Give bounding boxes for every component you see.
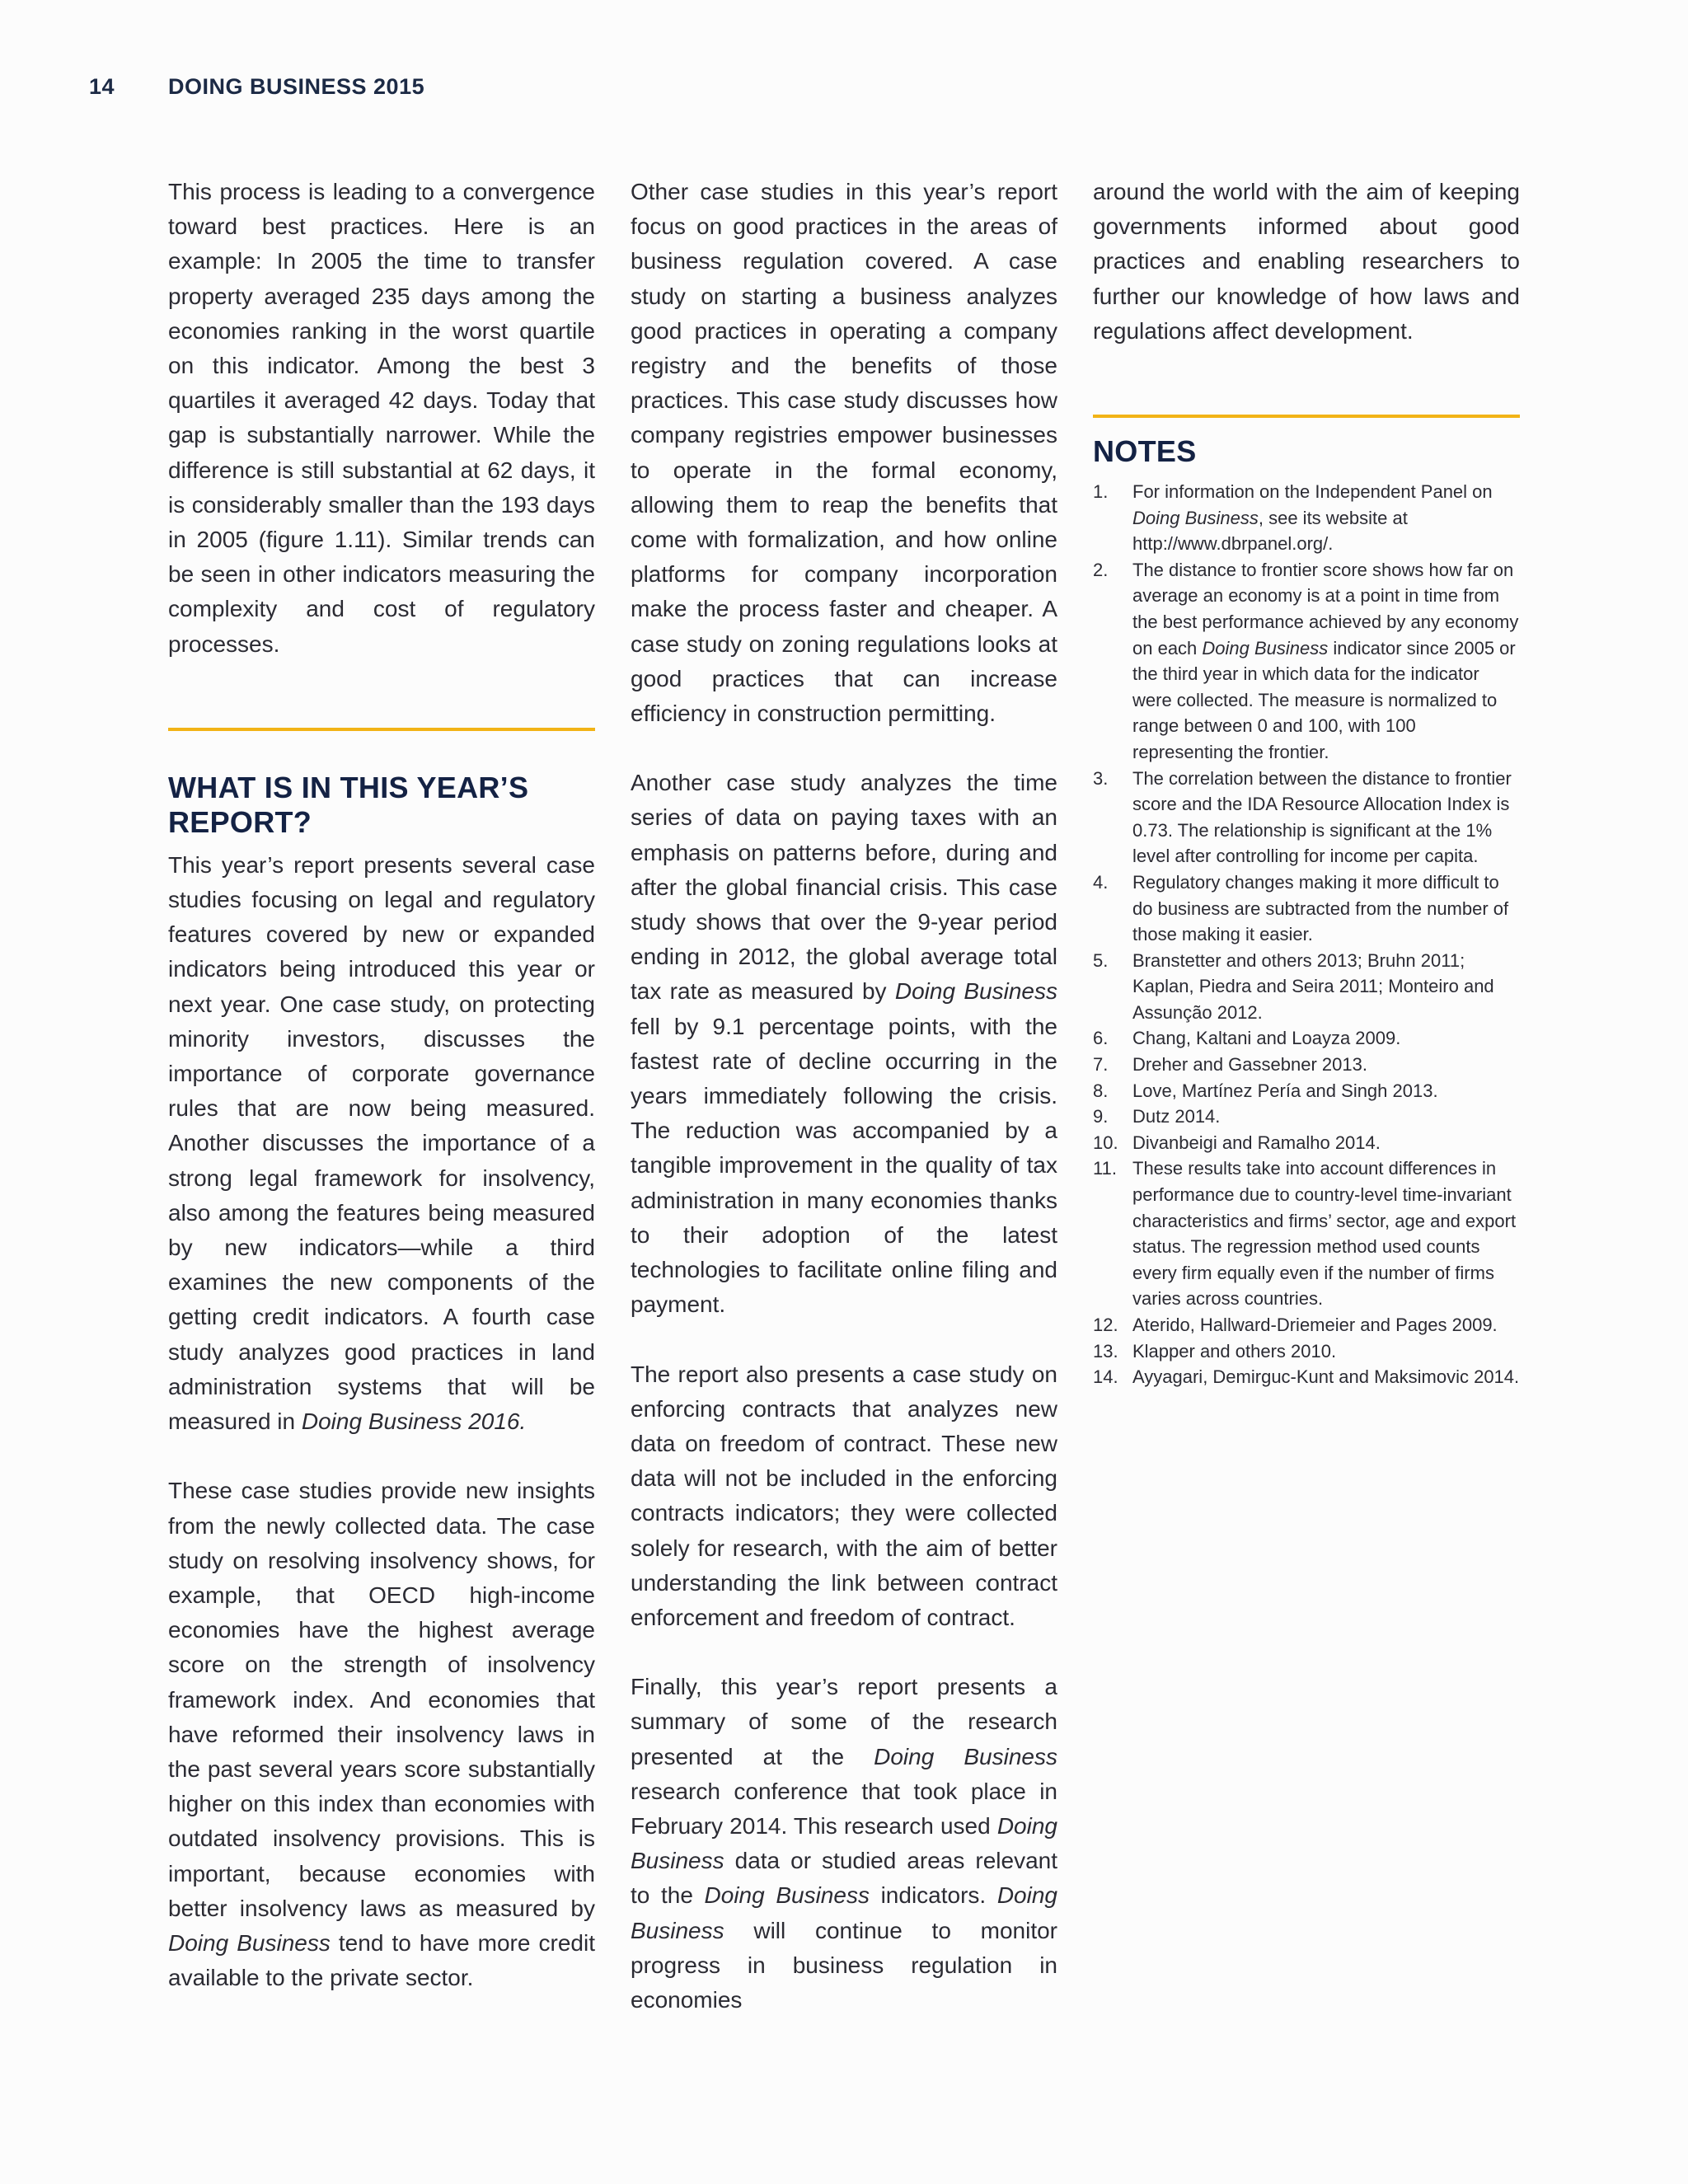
note-item: 12. Aterido, Hallward-Driemeier and Pages 2009. [1093,1315,1498,1336]
column-1 [168,175,595,1995]
note-item: 2. The distance to frontier score shows how far on average an economy is at a point in time from the best performance achieved by any economy on each Doing Business indicator since 2005 or the third year in which data for the indicator were collected. The measure is normalized to range between 0 and 100, with 100 representing the frontier. [1093,559,1519,762]
note-item: 14. Ayyagari, Demirguc-Kunt and Maksimovic 2014. [1093,1366,1520,1388]
page-number: 14 [89,74,115,99]
note-item: 5. Branstetter and others 2013; Bruhn 2011; Kaplan, Piedra and Seira 2011; Monteiro and Assunção 2012. [1093,949,1494,1023]
paragraph-convergence: This process is leading to a convergence toward best practices. Here is an example: In 2005 the time to transfer property averaged 235 days among the economies ranking in the worst quartile on this indicator. Among the best 3 quartiles it averaged 42 days. Today that gap is substantially narrower. While the difference is still substantial at 62 days, it is considerably smaller than the 193 days in 2005 (figure 1.11). Similar trends can be seen in other indicators measuring the complexity and cost of regulatory processes. [168,179,595,657]
column-2 [631,175,1057,2018]
paragraph-case-studies: This year’s report presents several case studies focusing on legal and regulatory features covered by new or expanded indicators being introduced this year or next year. One case study, on protecting minority investors, discusses the importance of corporate governance rules that are now being measured. Another discusses the importance of a strong legal framework for insolvency, also among the features being measured by new indicators—while a third examines the new components of the getting credit indicators. A fourth case study analyzes good practices in land administration systems that will be measured in Doing Business 2016. [168,851,595,1435]
section-heading: WHAT IS IN THIS YEAR’S REPORT? [168,770,529,839]
paragraph-continuation: around the world with the aim of keeping governments informed about good practices and enabling researchers to further our knowledge of how laws and regulations affect development. [1093,179,1520,344]
note-item: 11. These results take into account differences in performance due to country-level time-invariant characteristics and firms’ sector, age and export status. The regression method used counts every firm equally even if the number of firms varies across countries. [1093,1158,1517,1310]
column-3 [1093,175,1520,1390]
paragraph-paying-taxes: Another case study analyzes the time series of data on paying taxes with an emphasis on patterns before, during and after the global financial crisis. This case study shows that over the 9-year period ending in 2012, the global average total tax rate as measured by Doing Business fell by 9.1 percentage points, with the fastest rate of decline occurring in the years immediately following the crisis. The reduction was accompanied by a tangible improvement in the quality of tax administration in many economies thanks to their adoption of the latest technologies to facilitate online filing and payment. [631,770,1057,1318]
notes-heading: NOTES [1093,434,1197,469]
paragraph-other-case-studies: Other case studies in this year’s report focus on good practices in the areas of business regulation covered. A case study on starting a business analyzes good practices in operating a company registry and the benefits of those practices. This case study discusses how company registries empower businesses to operate in the formal economy, allowing them to reap the benefits that come with formalization, and how online platforms for company incorporation make the process faster and cheaper. A case study on zoning regulations looks at good practices that can increase efficiency in construction permitting. [631,179,1057,727]
section-divider [168,728,595,731]
note-item: 9. Dutz 2014. [1093,1106,1221,1127]
paragraph-research-summary: Finally, this year’s report presents a summary of some of the research presented at the Doing Business research conference that took place in February 2014. This research used Doing Business data or studied areas relevant to the Doing Business indicators. Doing Business will continue to monitor progress in business regulation in economies [631,1674,1057,2013]
note-item: 6. Chang, Kaltani and Loayza 2009. [1093,1028,1401,1049]
notes-list [1093,479,1520,1390]
paragraph-insights: These case studies provide new insights from the newly collected data. The case study on resolving insolvency shows, for example, that OECD high-income economies have the highest average score on the strength of insolvency framework index. And economies that have reformed their insolvency laws in the past several years score substantially higher on this index than economies with outdated insolvency provisions. This is important, because economies with better insolvency laws as measured by Doing Business tend to have more credit available to the private sector. [168,1478,595,1991]
note-item: 10. Divanbeigi and Ramalho 2014. [1093,1132,1381,1153]
note-item: 3. The correlation between the distance to frontier score and the IDA Resource Allocation Index is 0.73. The relationship is significant at the 1% level after controlling for income per capita. [1093,767,1512,867]
note-item: 7. Dreher and Gassebner 2013. [1093,1054,1367,1076]
paragraph-enforcing-contracts: The report also presents a case study on enforcing contracts that analyzes new data on freedom of contract. These new data will not be included in the enforcing contracts indicators; they were collected solely for research, with the aim of better understanding the link between contract enforcement and freedom of contract. [631,1361,1057,1630]
note-item: 4. Regulatory changes making it more difficult to do business are subtracted from the number of those making it easier. [1093,871,1509,945]
note-item: 8. Love, Martínez Pería and Singh 2013. [1093,1080,1438,1101]
note-item: 1. For information on the Independent Panel on Doing Business, see its website at http://www.dbrpanel.org/. [1093,481,1493,555]
note-item: 13. Klapper and others 2010. [1093,1340,1337,1361]
publication-title: DOING BUSINESS 2015 [168,74,425,99]
notes-divider [1093,415,1520,418]
running-header [89,74,424,100]
